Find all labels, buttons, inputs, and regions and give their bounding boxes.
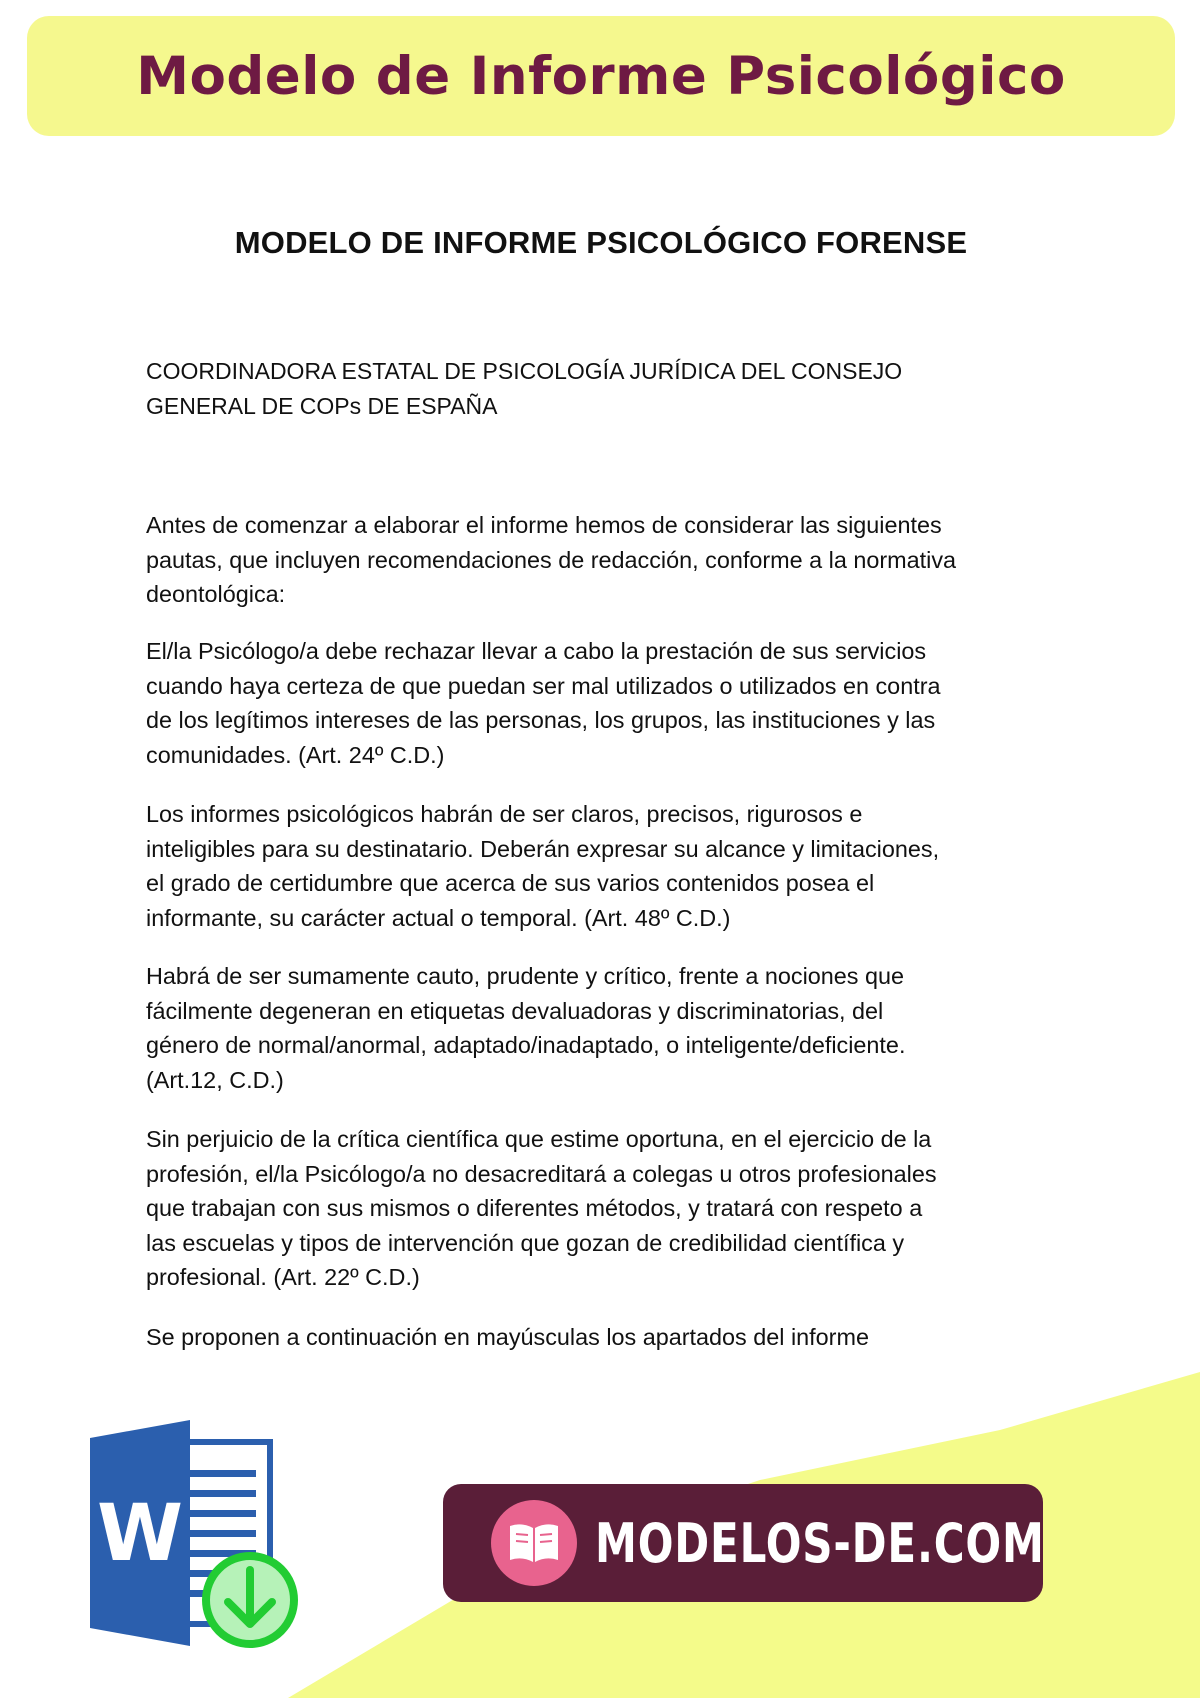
header-title: Modelo de Informe Psicológico [136, 45, 1066, 107]
paragraph-line: Habrá de ser sumamente cauto, prudente y crítico, frente a nociones que [146, 963, 905, 989]
paragraph-line: Sin perjuicio de la crítica científica que estime oportuna, en el ejercicio de la [146, 1126, 932, 1152]
document-title: MODELO DE INFORME PSICOLÓGICO FORENSE [234, 225, 968, 260]
book-icon [491, 1500, 577, 1586]
word-download-icon[interactable] [90, 1420, 305, 1680]
word-document-icon [90, 1420, 305, 1680]
paragraph-line: El/la Psicólogo/a debe rechazar llevar a cabo la prestación de sus servicios [146, 638, 927, 664]
brand-logo-link[interactable] [443, 1484, 1043, 1602]
header-banner [27, 16, 1175, 136]
paragraph-closing [146, 1320, 1076, 1355]
word-icon-letter: W [96, 1489, 184, 1579]
paragraph-art48 [146, 797, 1076, 935]
paragraph-line: pautas, que incluyen recomendaciones de redacción, conforme a la normativa [146, 546, 957, 573]
paragraph-line: fácilmente degeneran en etiquetas devaluadoras y discriminatorias, del [146, 997, 884, 1024]
paragraph-line: de los legítimos intereses de las personas, los grupos, las instituciones y las [146, 707, 936, 733]
paragraph-line: inteligibles para su destinatario. Deberán expresar su alcance y limitaciones, [146, 835, 940, 862]
paragraph-line: informante, su carácter actual o temporal. (Art. 48º C.D.) [146, 904, 731, 931]
paragraph-line: comunidades. (Art. 24º C.D.) [146, 741, 445, 768]
paragraph-line: el grado de certidumbre que acerca de sus varios contenidos posea el [146, 870, 875, 896]
paragraph-line: que trabajan con sus mismos o diferentes métodos, y tratará con respeto a [146, 1195, 923, 1221]
paragraph-line: profesión, el/la Psicólogo/a no desacreditará a colegas u otros profesionales [146, 1160, 937, 1187]
paragraph-line: (Art.12, C.D.) [146, 1066, 284, 1093]
paragraph-art12 [146, 959, 1076, 1097]
paragraph-line: profesional. (Art. 22º C.D.) [146, 1264, 420, 1290]
brand-text: MODELOS-DE.COM [595, 1511, 1045, 1575]
paragraph-line: Se proponen a continuación en mayúsculas los apartados del informe [146, 1324, 869, 1350]
paragraph-line: Antes de comenzar a elaborar el informe hemos de considerar las siguientes [146, 512, 942, 538]
paragraph-intro [146, 508, 1076, 612]
paragraph-line: cuando haya certeza de que puedan ser mal utilizados o utilizados en contra [146, 672, 941, 699]
paragraph-line: Los informes psicológicos habrán de ser claros, precisos, rigurosos e [146, 801, 863, 827]
organization-line: GENERAL DE COPs DE ESPAÑA [146, 393, 498, 419]
paragraph-line: deontológica: [146, 581, 286, 607]
paragraph-art24 [146, 634, 1076, 772]
paragraph-line: las escuelas y tipos de intervención que gozan de credibilidad científica y [146, 1229, 905, 1256]
paragraph-line: género de normal/anormal, adaptado/inadaptado, o inteligente/deficiente. [146, 1032, 906, 1058]
organization-line: COORDINADORA ESTATAL DE PSICOLOGÍA JURÍDICA DEL CONSEJO [146, 358, 903, 384]
paragraph-art22 [146, 1122, 1076, 1295]
